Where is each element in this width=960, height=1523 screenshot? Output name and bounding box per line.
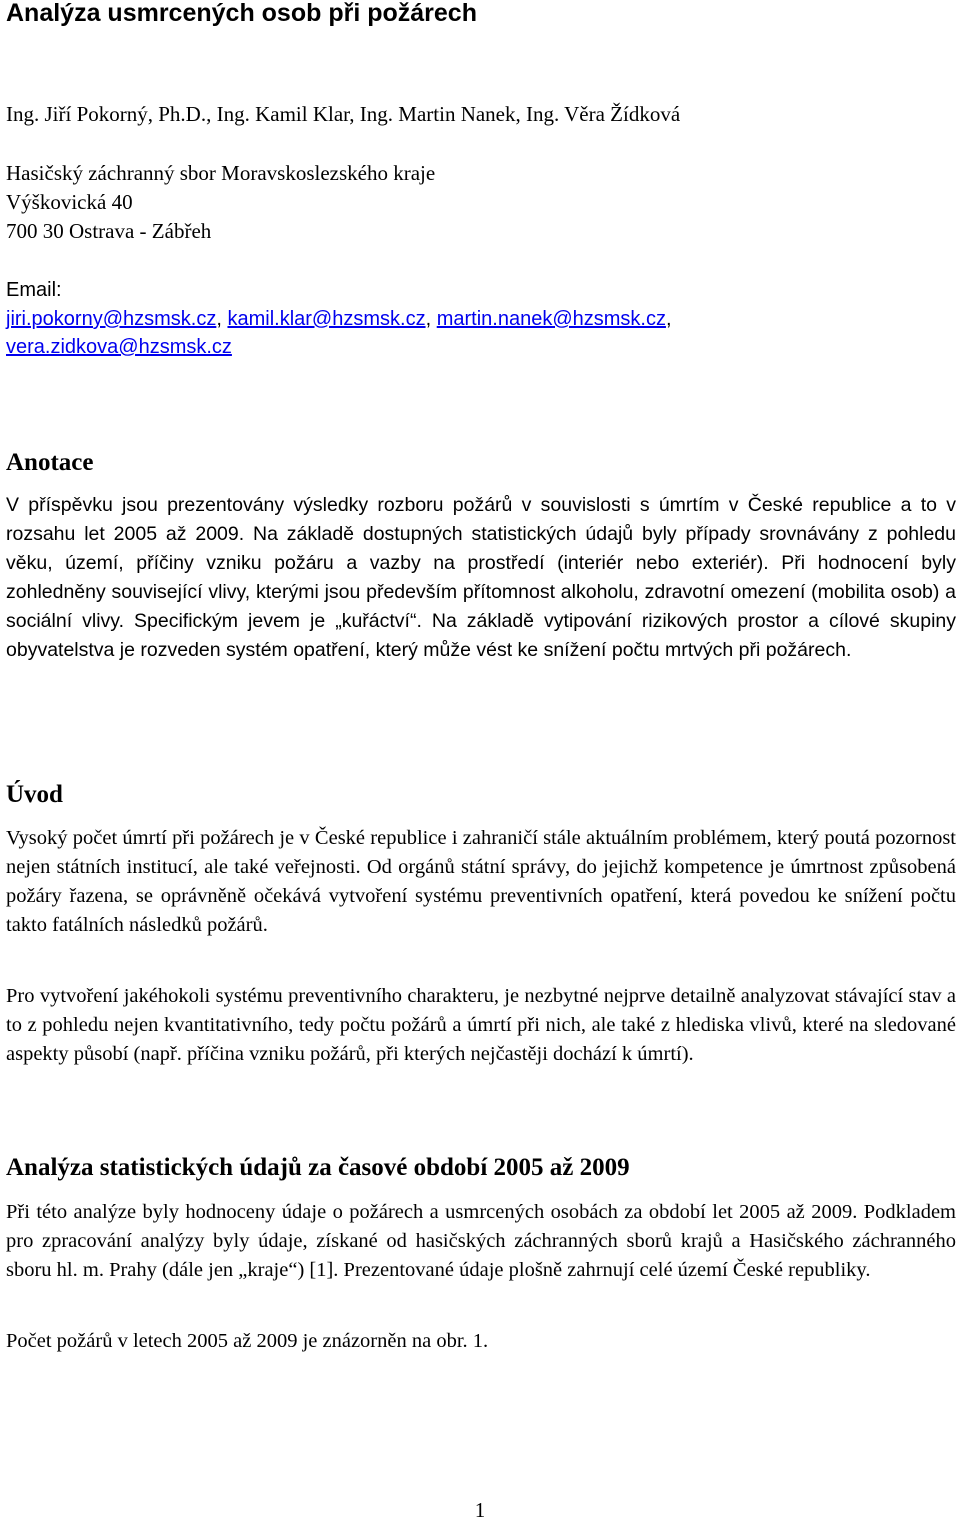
section-heading-anotace: Anotace (6, 449, 94, 476)
page-number: 1 (474, 1498, 486, 1522)
email-link-klar[interactable]: kamil.klar@hzsmsk.cz (227, 308, 426, 330)
email-list-line-2 (6, 334, 232, 360)
uvod-paragraph-2: Pro vytvoření jakéhokoli systému preventivního charakteru, je nezbytné nejprve detailně analyzovat stávající stav a to z pohledu nejen kvantitativního, tedy počtu požárů a úmrtí při nich, ale také z hlediska vlivů, které na sledované aspekty působí (např. příčina vzniku požárů, při kterých nejčastěji dochází k úmrtí). (6, 985, 956, 1065)
document-title: Analýza usmrcených osob při požárech (6, 0, 477, 27)
abstract-text: V příspěvku jsou prezentovány výsledky rozboru požárů v souvislosti s úmrtím v České republice a to v rozsahu let 2005 až 2009. Na základě dostupných statistických údajů byly případy srovnávány z pohledu věku, území, příčiny vzniku požáru a vazby na prostředí (interiér nebo exteriér). Při hodnocení byly zohledněny související vlivy, kterými jsou především přítomnost alkoholu, zdravotní omezení (mobilita osob) a sociální vlivy. Specifickým jevem je „kuřáctví“. Na základě vytipování rizikových prostor a cílové skupiny obyvatelstva je rozveden systém opatření, který může vést ke snížení počtu mrtvých při požárech. (6, 494, 956, 661)
authors: Ing. Jiří Pokorný, Ph.D., Ing. Kamil Klar, Ing. Martin Nanek, Ing. Věra Žídková (6, 102, 681, 126)
email-link-zidkova[interactable]: vera.zidkova@hzsmsk.cz (6, 336, 232, 358)
email-list-line-1 (6, 306, 672, 332)
uvod-paragraph-1: Vysoký počet úmrtí při požárech je v České republice i zahraničí stále aktuálním problémem, který poutá pozornost nejen státních institucí, ale také veřejnosti. Od orgánů státní správy, do jejichž kompetence je úmrtnost způsobená požáry řazena, se oprávněně očekává vytvoření systému preventivních opatření, která povedou ke snížení počtu takto fatálních následků požárů. (6, 827, 956, 936)
affiliation-city: 700 30 Ostrava - Zábřeh (6, 219, 212, 243)
email-separator: , (665, 308, 672, 330)
analyza-paragraph-1: Při této analýze byly hodnoceny údaje o požárech a usmrcených osobách za období let 2005 až 2009. Podkladem pro zpracování analýzy byly údaje, získané od hasičských záchranných sborů krajů a Hasičského záchranného sboru hl. m. Prahy (dále jen „kraje“) [1]. Prezentované údaje plošně zahrnují celé území České republiky. (6, 1201, 956, 1281)
email-separator: , (425, 308, 437, 330)
email-link-pokorny[interactable]: jiri.pokorny@hzsmsk.cz (6, 308, 217, 330)
analyza-paragraph-2: Počet požárů v letech 2005 až 2009 je znázorněn na obr. 1. (6, 1330, 489, 1352)
email-link-nanek[interactable]: martin.nanek@hzsmsk.cz (436, 308, 666, 330)
affiliation-organization: Hasičský záchranný sbor Moravskoslezského kraje (6, 161, 436, 185)
affiliation-street: Výškovická 40 (6, 190, 133, 214)
section-heading-analyza: Analýza statistických údajů za časové období 2005 až 2009 (6, 1154, 630, 1181)
section-heading-uvod: Úvod (6, 781, 63, 808)
email-separator: , (216, 308, 228, 330)
email-label: Email: (6, 279, 62, 301)
